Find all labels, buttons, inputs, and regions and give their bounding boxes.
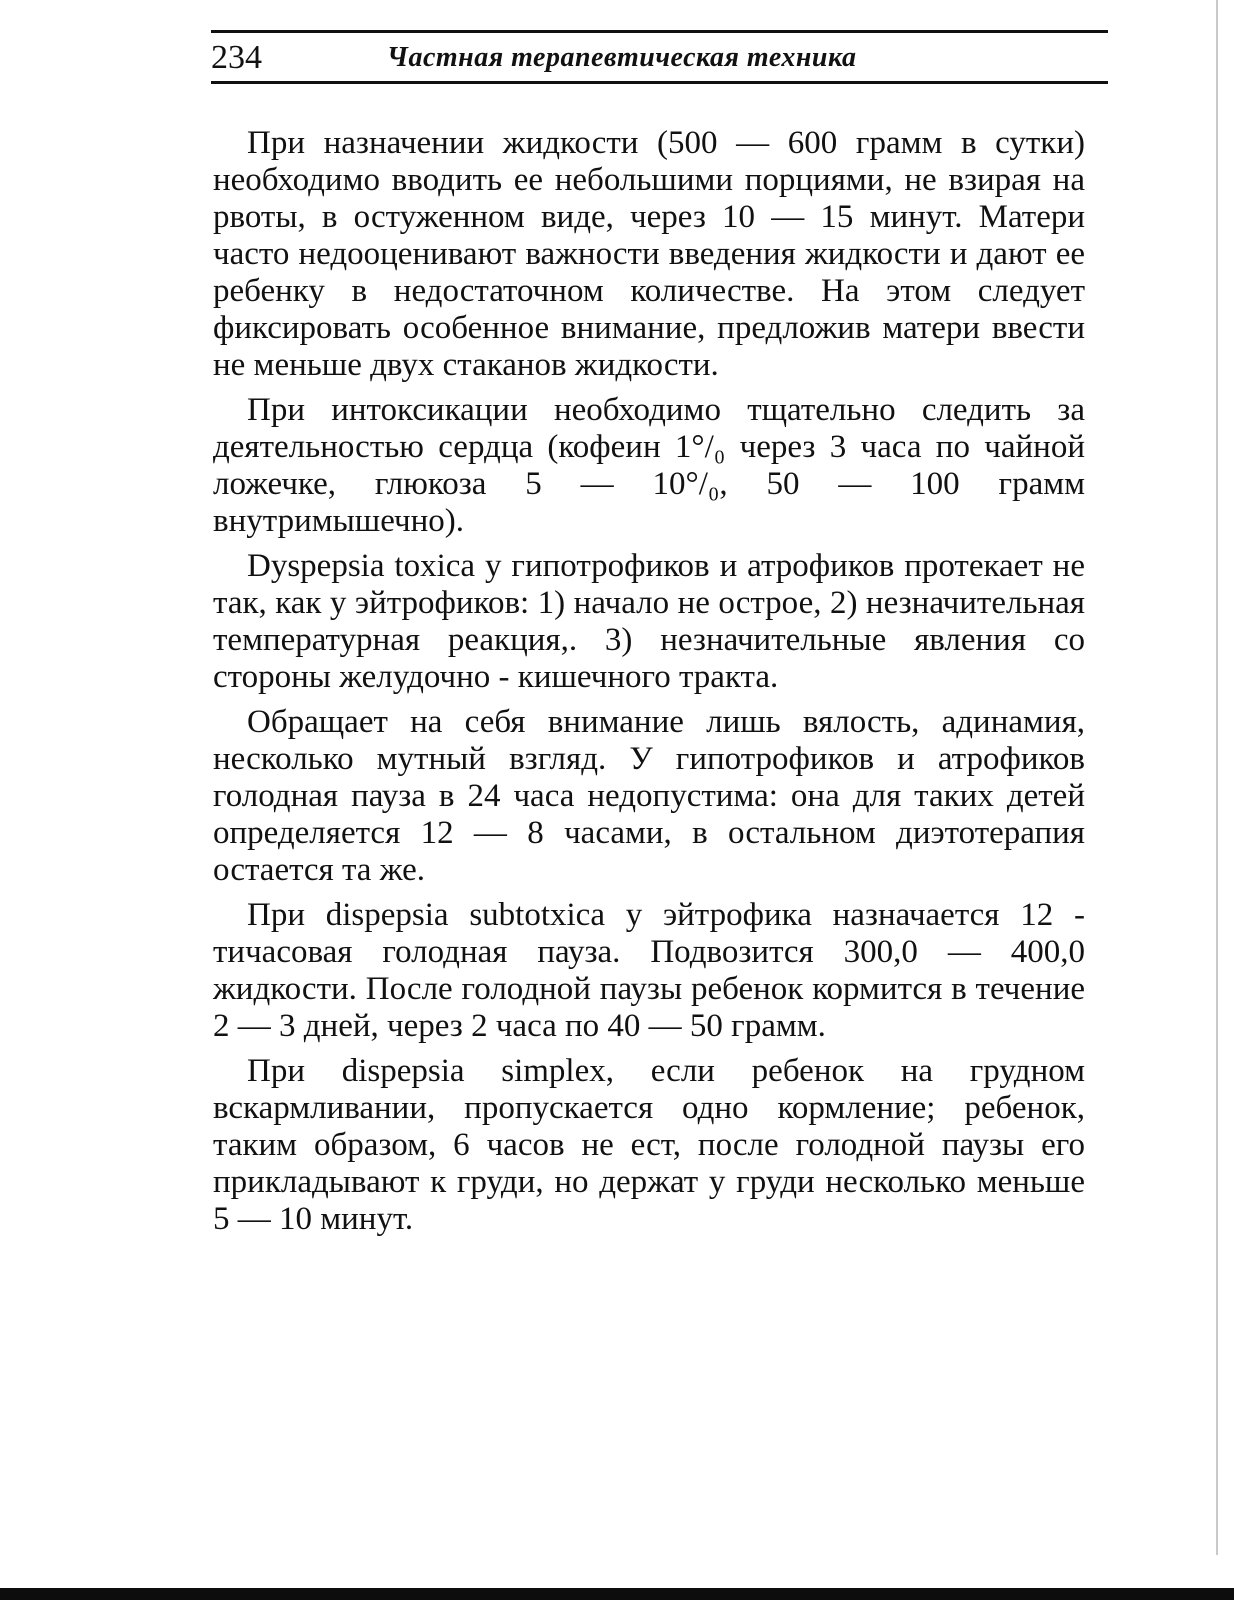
paragraph-dispepsia-simplex: При dispepsia simplex, если ребенок на грудном вскармливании, пропускается одно кормление; ребенок, таким образом, 6 часов не ест, после голодной паузы его прикладывают к груди, но держат у груди несколько меньше 5 — 10 минут. [213,1053,1085,1237]
running-head-title: Частная терапевтическая техника [387,42,857,73]
page-edge-bottom [0,1588,1234,1600]
paragraph-symptoms: Обращает на себя внимание лишь вялость, адинамия, несколько мутный взгляд. У гипотрофиков и атрофиков голодная пауза в 24 часа недопустима: она для таких детей определяется 12 — 8 часами, в остальном диэтотерапия остается та же. [213,704,1085,888]
header-rule-top [211,30,1108,33]
page-edge-right [1216,0,1218,1555]
running-head [211,38,1108,78]
paragraph-dyspepsia-toxica: Dyspepsia toxica у гипотрофиков и атрофиков протекает не так, как у эйтрофиков: 1) начало не острое, 2) незначительная температурная реакция,. 3) незначительные явления со стороны желудочно - кишечного тракта. [213,548,1085,695]
paragraph-fluid-intake: При назначении жидкости (500 — 600 грамм в сутки) необходимо вводить ее небольшими порциями, не взирая на рвоты, в остуженном виде, через 10 — 15 минут. Матери часто недооценивают важности введения жидкости и дают ее ребенку в недостаточном количестве. На этом следует фиксировать особенное внимание, предложив матери ввести не меньше двух стаканов жидкости. [213,125,1085,383]
body-text [213,125,1085,1238]
page-number: 234 [211,39,262,76]
paragraph-dispepsia-subtoxica: При dispepsia subtotxica у эйтрофика назначается 12 - тичасовая голодная пауза. Подвозится 300,0 — 400,0 жидкости. После голодной паузы ребенок кормится в течение 2 — 3 дней, через 2 часа по 40 — 50 грамм. [213,897,1085,1044]
paragraph-intoxication: При интоксикации необходимо тщательно следить за деятельностью сердца (кофеин 1°/₀ через 3 часа по чайной ложечке, глюкоза 5 — 10°/₀, 50 — 100 грамм внутримышечно). [213,392,1085,539]
header-rule-bottom [211,81,1108,84]
